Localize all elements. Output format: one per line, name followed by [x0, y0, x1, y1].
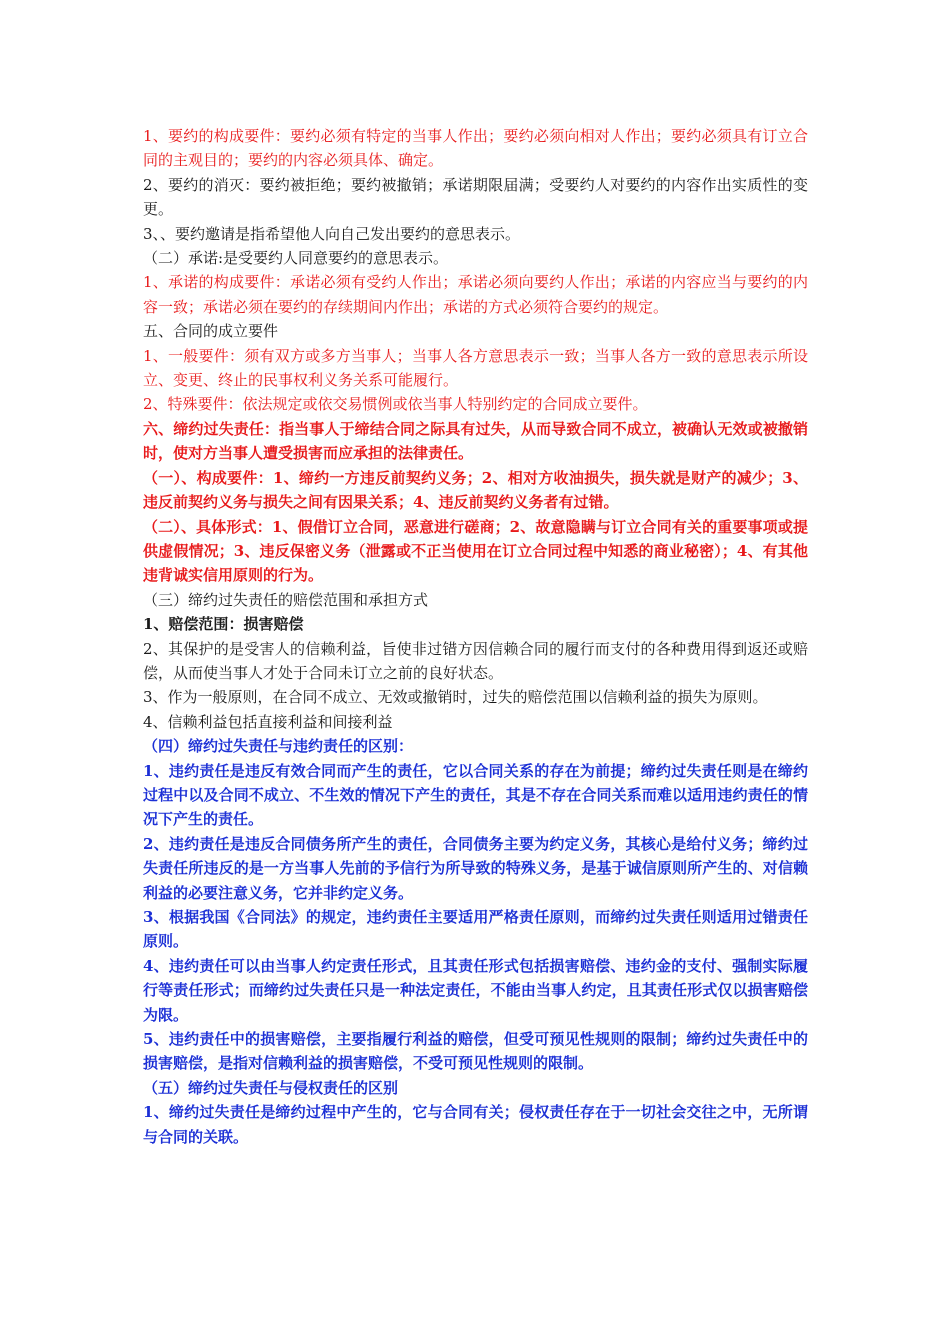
heading-culpa-in-contrahendo: 六、缔约过失责任：指当事人于缔结合同之际具有过失，从而导致合同不成立，被确认无效或被撤销时，使对方当事人遭受损害而应承担的法律责任。 — [143, 419, 808, 463]
document-page — [143, 124, 808, 1149]
paragraph-specific-forms: （二）、具体形式：1、假借订立合同，恶意进行磋商；2、故意隐瞒与订立合同有关的重要事项或提供虚假情况；3、违反保密义务（泄露或不正当使用在订立合同过程中知悉的商业秘密）；4、有其他违背诚实信用原则的行为。 — [143, 517, 808, 585]
paragraph-difference-1: 1、违约责任是违反有效合同而产生的责任，它以合同关系的存在为前提；缔约过失责任则是在缔约过程中以及合同不成立、不生效的情况下产生的责任，其是不存在合同关系而难以适用违约责任的情况下产生的责任。 — [143, 761, 808, 829]
heading-vs-tort-liability: （五）缔约过失责任与侵权责任的区别 — [143, 1078, 399, 1097]
paragraph-difference-4: 4、违约责任可以由当事人约定责任形式，且其责任形式包括损害赔偿、违约金的支付、强制实际履行等责任形式；而缔约过失责任只是一种法定责任，不能由当事人约定，且其责任形式仅以损害赔偿为限。 — [143, 956, 808, 1024]
heading-vs-breach-liability: （四）缔约过失责任与违约责任的区别： — [143, 737, 414, 756]
heading-contract-formation: 五、合同的成立要件 — [143, 322, 279, 341]
paragraph-offer-termination: 2、要约的消灭：要约被拒绝；要约被撤销；承诺期限届满；受要约人对要约的内容作出实质性的变更。 — [143, 175, 808, 219]
paragraph-difference-2: 2、违约责任是违反合同债务所产生的责任，合同债务主要为约定义务，其核心是给付义务；缔约过失责任所违反的是一方当事人先前的予信行为所导致的特殊义务，是基于诚信原则所产生的、对信赖利益的必要注意义务，它并非约定义务。 — [143, 834, 808, 902]
heading-acceptance: （二）承诺:是受要约人同意要约的意思表示。 — [143, 249, 449, 268]
paragraph-difference-3: 3、根据我国《合同法》的规定，违约责任主要适用严格责任原则，而缔约过失责任则适用过错责任原则。 — [143, 908, 808, 951]
paragraph-compensation-scope: 1、赔偿范围：损害赔偿 — [143, 615, 304, 634]
paragraph-offer-requirements: 1、要约的构成要件：要约必须有特定的当事人作出；要约必须向相对人作出；要约必须具有订立合同的主观目的；要约的内容必须具体、确定。 — [143, 127, 808, 170]
paragraph-reliance-interest: 2、其保护的是受害人的信赖利益，旨使非过错方因信赖合同的履行而支付的各种费用得到返还或赔偿，从而使当事人才处于合同未订立之前的良好状态。 — [143, 639, 808, 682]
paragraph-tort-difference-1: 1、缔约过失责任是缔约过程中产生的，它与合同有关；侵权责任存在于一切社会交往之中，无所谓与合同的关联。 — [143, 1103, 808, 1146]
paragraph-general-requirements: 1、一般要件：须有双方或多方当事人；当事人各方意思表示一致；当事人各方一致的意思表示所设立、变更、终止的民事权利义务关系可能履行。 — [143, 346, 808, 390]
heading-compensation-scope: （三）缔约过失责任的赔偿范围和承担方式 — [143, 590, 429, 609]
paragraph-reliance-includes: 4、信赖利益包括直接利益和间接利益 — [143, 712, 393, 731]
paragraph-offer-invitation: 3、、要约邀请是指希望他人向自己发出要约的意思表示。 — [143, 224, 521, 243]
paragraph-acceptance-requirements: 1、承诺的构成要件：承诺必须有受约人作出；承诺必须向要约人作出；承诺的内容应当与要约的内容一致；承诺必须在要约的存续期间内作出；承诺的方式必须符合要约的规定。 — [143, 273, 808, 316]
paragraph-constitutive-elements: （一）、构成要件：1、缔约一方违反前契约义务；2、相对方收油损失，损失就是财产的减少；3、违反前契约义务与损失之间有因果关系；4、违反前契约义务者有过错。 — [143, 468, 808, 512]
paragraph-special-requirements: 2、特殊要件：依法规定或依交易惯例或依当事人特别约定的合同成立要件。 — [143, 395, 648, 414]
paragraph-difference-5: 5、违约责任中的损害赔偿，主要指履行利益的赔偿，但受可预见性规则的限制；缔约过失责任中的损害赔偿，是指对信赖利益的损害赔偿，不受可预见性规则的限制。 — [143, 1030, 808, 1073]
paragraph-general-principle: 3、作为一般原则，在合同不成立、无效或撤销时，过失的赔偿范围以信赖利益的损失为原则。 — [143, 688, 768, 707]
